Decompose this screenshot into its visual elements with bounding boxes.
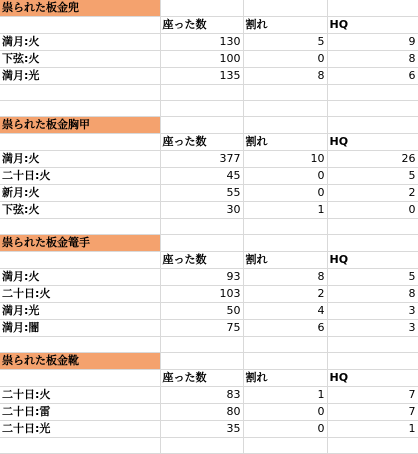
row-name-cell[interactable]: 満月:闇 [0,320,160,337]
header-sat-cell[interactable]: 座った数 [160,134,243,151]
empty-cell[interactable] [327,117,418,134]
hq-count-cell[interactable]: 6 [327,68,418,85]
hq-count-cell[interactable]: 7 [327,387,418,404]
data-row [0,68,418,85]
header-broken-cell[interactable]: 割れ [243,370,327,387]
header-hq-cell[interactable]: HQ [327,17,418,34]
data-row [0,151,418,168]
empty-cell[interactable] [160,337,243,353]
sat-count-cell[interactable]: 30 [160,202,243,219]
empty-cell[interactable] [160,353,243,370]
empty-cell[interactable] [160,117,243,134]
data-row [0,51,418,68]
broken-count-cell[interactable]: 0 [243,404,327,421]
section-title-cell[interactable]: 祟られた板金胸甲 [0,117,160,134]
header-broken-cell[interactable]: 割れ [243,17,327,34]
sat-count-cell[interactable]: 75 [160,320,243,337]
empty-cell[interactable] [160,85,243,101]
broken-count-cell[interactable]: 0 [243,168,327,185]
empty-cell[interactable] [0,370,160,387]
sat-count-cell[interactable]: 93 [160,269,243,286]
broken-count-cell[interactable]: 6 [243,320,327,337]
row-name-cell[interactable]: 満月:火 [0,269,160,286]
empty-cell[interactable] [160,101,243,117]
row-name-cell[interactable]: 二十日:雷 [0,404,160,421]
empty-cell[interactable] [160,0,243,17]
data-row [0,185,418,202]
sat-count-cell[interactable]: 55 [160,185,243,202]
broken-count-cell[interactable]: 10 [243,151,327,168]
header-row [0,370,418,387]
section-title-cell[interactable]: 祟られた板金兜 [0,0,160,17]
hq-count-cell[interactable]: 8 [327,286,418,303]
broken-count-cell[interactable]: 1 [243,202,327,219]
empty-cell[interactable] [0,134,160,151]
empty-cell[interactable] [0,337,160,353]
empty-cell[interactable] [0,219,160,235]
broken-count-cell[interactable]: 2 [243,286,327,303]
empty-cell[interactable] [327,337,418,353]
empty-cell[interactable] [327,85,418,101]
empty-cell[interactable] [160,219,243,235]
sat-count-cell[interactable]: 130 [160,34,243,51]
broken-count-cell[interactable]: 0 [243,51,327,68]
row-name-cell[interactable]: 二十日:火 [0,286,160,303]
data-row [0,404,418,421]
hq-count-cell[interactable]: 2 [327,185,418,202]
header-sat-cell[interactable]: 座った数 [160,17,243,34]
header-hq-cell[interactable]: HQ [327,370,418,387]
broken-count-cell[interactable]: 1 [243,387,327,404]
blank-row [0,337,418,353]
empty-cell[interactable] [0,85,160,101]
empty-cell[interactable] [327,0,418,17]
empty-cell[interactable] [243,0,327,17]
hq-count-cell[interactable]: 8 [327,51,418,68]
header-row [0,17,418,34]
empty-cell[interactable] [327,235,418,252]
hq-count-cell[interactable]: 5 [327,269,418,286]
empty-cell[interactable] [243,101,327,117]
row-name-cell[interactable]: 下弦:火 [0,51,160,68]
empty-cell[interactable] [243,117,327,134]
empty-cell[interactable] [243,235,327,252]
header-sat-cell[interactable]: 座った数 [160,252,243,269]
broken-count-cell[interactable]: 0 [243,421,327,438]
row-name-cell[interactable]: 満月:火 [0,34,160,51]
empty-cell[interactable] [243,353,327,370]
data-row [0,202,418,219]
broken-count-cell[interactable]: 4 [243,303,327,320]
hq-count-cell[interactable]: 7 [327,404,418,421]
data-row [0,34,418,51]
data-row [0,387,418,404]
hq-count-cell[interactable]: 26 [327,151,418,168]
data-row [0,303,418,320]
section-title-cell[interactable]: 祟られた板金篭手 [0,235,160,252]
sat-count-cell[interactable]: 377 [160,151,243,168]
hq-count-cell[interactable]: 3 [327,303,418,320]
header-hq-cell[interactable]: HQ [327,252,418,269]
section-title-cell[interactable]: 祟られた板金靴 [0,353,160,370]
sat-count-cell[interactable]: 35 [160,421,243,438]
section-title-row [0,117,418,134]
row-name-cell[interactable]: 下弦:火 [0,202,160,219]
empty-cell[interactable] [160,235,243,252]
hq-count-cell[interactable]: 0 [327,202,418,219]
row-name-cell[interactable]: 二十日:火 [0,168,160,185]
broken-count-cell[interactable]: 8 [243,269,327,286]
broken-count-cell[interactable]: 0 [243,185,327,202]
empty-cell[interactable] [327,101,418,117]
data-row [0,421,418,438]
blank-row [0,101,418,117]
section-title-row [0,0,418,17]
data-row [0,269,418,286]
row-name-cell[interactable]: 二十日:火 [0,387,160,404]
row-name-cell[interactable]: 満月:火 [0,151,160,168]
section-title-row [0,353,418,370]
row-name-cell[interactable]: 満月:光 [0,303,160,320]
empty-cell[interactable] [0,252,160,269]
section-title-row [0,235,418,252]
empty-cell[interactable] [327,353,418,370]
header-hq-cell[interactable]: HQ [327,134,418,151]
row-name-cell[interactable]: 二十日:光 [0,421,160,438]
row-name-cell[interactable]: 新月:火 [0,185,160,202]
header-row [0,252,418,269]
hq-count-cell[interactable]: 3 [327,320,418,337]
header-broken-cell[interactable]: 割れ [243,252,327,269]
data-row [0,320,418,337]
empty-cell[interactable] [0,101,160,117]
header-row [0,134,418,151]
empty-cell[interactable] [243,337,327,353]
data-row [0,286,418,303]
blank-row [0,219,418,235]
hq-count-cell[interactable]: 1 [327,421,418,438]
broken-count-cell[interactable]: 8 [243,68,327,85]
sat-count-cell[interactable]: 80 [160,404,243,421]
blank-row [0,85,418,101]
empty-cell[interactable] [327,219,418,235]
sat-count-cell[interactable]: 83 [160,387,243,404]
sat-count-cell[interactable]: 50 [160,303,243,320]
sat-count-cell[interactable]: 45 [160,168,243,185]
data-row [0,168,418,185]
empty-cell[interactable] [0,17,160,34]
hq-count-cell[interactable]: 5 [327,168,418,185]
header-broken-cell[interactable]: 割れ [243,134,327,151]
broken-count-cell[interactable]: 5 [243,34,327,51]
empty-cell[interactable] [243,85,327,101]
sat-count-cell[interactable]: 100 [160,51,243,68]
sat-count-cell[interactable]: 135 [160,68,243,85]
empty-cell[interactable] [243,219,327,235]
sat-count-cell[interactable]: 103 [160,286,243,303]
row-name-cell[interactable]: 満月:光 [0,68,160,85]
header-sat-cell[interactable]: 座った数 [160,370,243,387]
hq-count-cell[interactable]: 9 [327,34,418,51]
